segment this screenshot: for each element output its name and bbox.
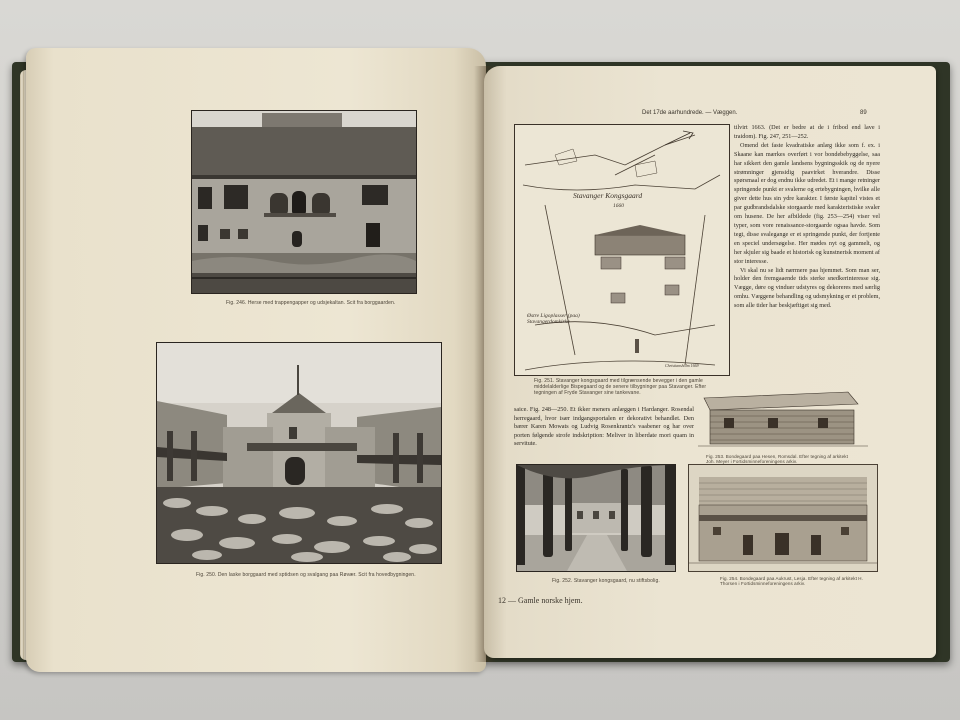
running-head: Det 17de aarhundrede. — Væggen. [642,110,738,116]
page-number: 89 [860,110,867,116]
fig254-caption: Fig. 254. Bondegaard paa Aukrust, Lesja. Efter tegning af arkitekt H. Thorsen i Fortidsminneforeningens arkiv. [720,576,863,586]
map-title: Stavanger Kongsgaard [573,191,643,200]
photo-stone-building [191,110,417,294]
figure-caption-top: Fig. 246. Herse med trappengapper og udsjekaltan. Scit fra borggaarden. [226,300,396,306]
wide-paragraph: saice. Fig. 248—250. Et ikker meners anlæggen i Hardanger. Rosendal herregaard, hvor især indgangsportalen er dekorativt behandlet. Den bærer Karen Mowats og Ludvig Rosenkrantz's vaabener og har over porten følgende strofe indskription: Meliver in liberdate mori quam in servitute. [514,406,694,448]
fig253-caption: Fig. 253. Bondegaard paa Hesen, Romsdal. Efter tegning af arkitekt Joh. Meyer i Fortidsminneforeningens arkiv. [706,454,848,464]
map-subtitle: 1660 [613,203,624,209]
column-text [734,124,880,311]
fig252-caption: Fig. 252. Stavanger kongsgaard, nu stiftsbolig. [552,578,660,584]
map-caption: Fig. 251. Stavanger kongsgaard med tilgrænsende bevegger i den gamle middelalderlige Bispegaard og de senere tilbygninger paa Stavanger. Efter tegningen af Fryde Stavanger sine tankevane. [534,378,707,396]
photo-tree-avenue [516,464,676,572]
map-credit: Christiansholm 1669 [665,363,699,368]
figure-caption-bottom: Fig. 250. Den laske borggaard med sptidsen og svalgang paa Røvær. Scit fra hovedbygningen. [196,572,416,578]
drawing-farmhouse [688,464,878,572]
column-paragraph-2: Omend det faste kvadratiske anlæg ikke som f. ex. i Skaane kan mærkes overført i vor bondebebyggelse, saa har sikkert den gamle landsens bygningsskik og de nyere strømninger gjensidig paavirket hverandre. Disse spørsmaal er dog endnu ikke udredet. Et i mange retninger springende punkt er svalerne og ertebygningen, hvilke alle giver dette hus sin ydre karakter. I første kapitel vistes et par gudbrandsdalske storgaarde med karakteristiske svaler om husene. De her afbildede (fig. 253—254) viser vel typer, som vore renaissance-storgaarde ogsaa havde. Som tegt, disse svalegange er et springende punkt, der fortjente en speciel undersøgelse. Her mødes nyt og gammelt, og her skjuler sig baade et historisk og kunstnerisk moment af stor interesse. [734,141,880,265]
drawing-log-house [698,384,868,452]
wide-text [514,406,694,449]
photo-courtyard [156,342,442,564]
left-page [26,48,486,672]
column-paragraph-1: tilvirt 1663. (Det er bedre at de i fribod end lave i traidom). Fig. 247, 251—252. [734,124,880,140]
map-drawing [514,124,730,376]
left-page-footer: 12 — Gamle norske hjem. [498,596,583,605]
map-lines [515,125,729,375]
right-page [484,66,936,658]
map-notes: Østre Ligoplasser (paa) Stavangerdomkirke [527,313,580,325]
column-paragraph-3: Vi skal nu se lidt nærmere paa hjemmet. Som man ser, holder den fremgaaende tids sterke snedkerinteresse sig. Vægge, døre og vinduer udstyres og dekoreres med særlig omhu. Væggene behandling og udsmykning er et problem, som alle tider har beskjæftiget sig med. [734,266,880,310]
